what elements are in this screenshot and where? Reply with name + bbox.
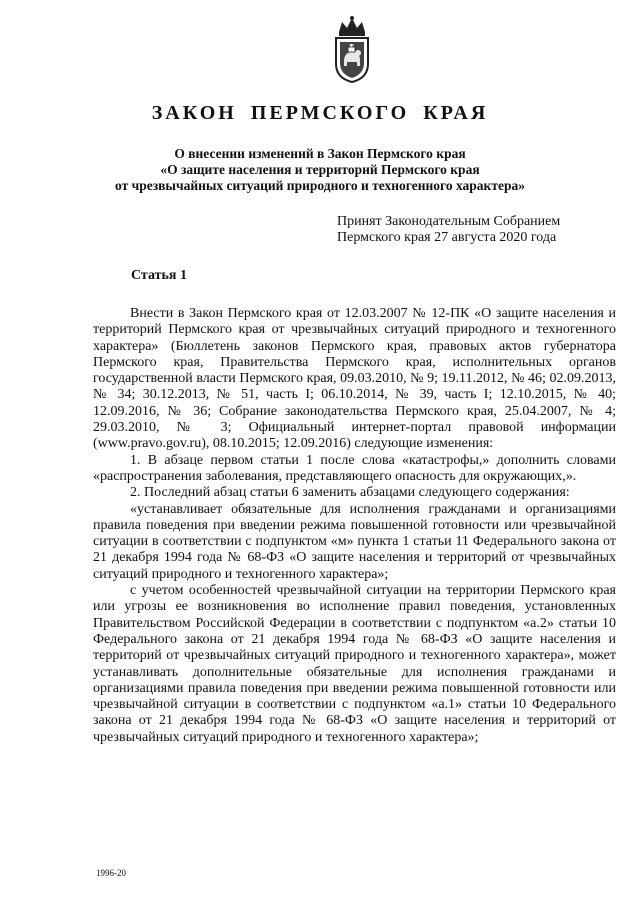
paragraph: 1. В абзаце первом статьи 1 после слова «катастрофы,» дополнить словами «распространения заболевания, представляющего опасность для окружающих,». [93, 452, 616, 484]
paragraph: 2. Последний абзац статьи 6 заменить абзацами следующего содержания: [130, 485, 570, 501]
coat-of-arms-icon [330, 14, 374, 84]
law-subtitle [0, 146, 640, 194]
paragraph: Внести в Закон Пермского края от 12.03.2007 № 12-ПК «О защите населения и территорий Пермского края от чрезвычайных ситуаций природного и техногенного характера» (Бюллетень законов Пермского края, правовых актов губернатора Пермского края, Правительства Пермского края, исполнительных органов государственной власти Пермского края, 09.03.2010, № 9; 19.11.2012, № 46; 02.09.2013, № 34; 30.12.2013, № 51, часть I; 06.10.2014, № 39, часть I; 12.10.2015, № 40; 12.09.2016, № 36; Собрание законодательства Пермского края, 25.04.2007, № 4; 29.03.2010, № 3; Официальный интернет-портал правовой информации (www.pravo.gov.ru), 08.10.2015; 12.09.2016) следующие изменения: [93, 306, 616, 452]
article-heading: Статья 1 [131, 268, 187, 283]
adoption-note [337, 214, 560, 246]
subtitle-line: О внесении изменений в Закон Пермского края [174, 146, 466, 161]
article-body [93, 306, 616, 746]
paragraph: с учетом особенностей чрезвычайной ситуации на территории Пермского края или угрозы ее возникновения во исполнение правил поведения, установленных Правительством Российской Федерации в соответствии с подпунктом «а.2» статьи 10 Федерального закона от 21 декабря 1994 года № 68-ФЗ «О защите населения и территорий от чрезвычайных ситуаций природного и техногенного характера», может устанавливать дополнительные обязательные для исполнения гражданами и организациями правила поведения при введении режима повышенной готовности или чрезвычайной ситуации в соответствии с подпунктом «а.1» статьи 10 Федерального закона от 21 декабря 1994 года № 68-ФЗ «О защите населения и территорий от чрезвычайных ситуаций природного и техногенного характера»; [93, 583, 616, 745]
paragraph: «устанавливает обязательные для исполнения гражданами и организациями правила поведения при введении режима повышенной готовности или чрезвычайной ситуации в соответствии с подпунктом «м» пункта 1 статьи 11 Федерального закона от 21 декабря 1994 года № 68-ФЗ «О защите населения и территорий от чрезвычайных ситуаций природного и техногенного характера»; [93, 501, 616, 582]
law-title: ЗАКОН ПЕРМСКОГО КРАЯ [151, 102, 489, 124]
document-code: 1996-20 [96, 868, 126, 878]
subtitle-line: «О защите населения и территорий Пермского края [160, 162, 480, 177]
subtitle-line: от чрезвычайных ситуаций природного и техногенного характера» [115, 178, 525, 193]
adoption-line: Пермского края 27 августа 2020 года [337, 230, 557, 245]
adoption-line: Принят Законодательным Собранием [337, 214, 561, 229]
